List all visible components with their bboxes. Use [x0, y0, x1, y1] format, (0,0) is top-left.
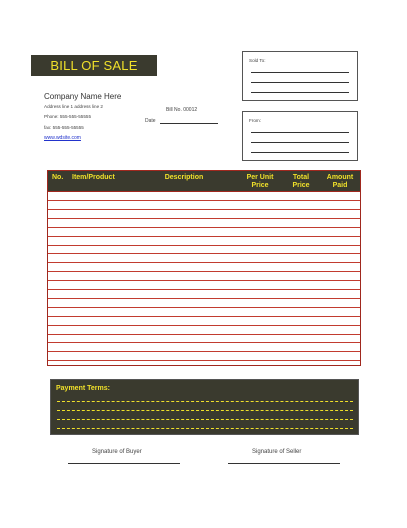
column-header-no: No. [52, 174, 64, 181]
payment-terms-line[interactable] [57, 410, 353, 411]
table-row[interactable] [48, 236, 360, 237]
table-row[interactable] [48, 342, 360, 343]
payment-terms-line[interactable] [57, 428, 353, 429]
sold-to-box [242, 51, 358, 101]
column-header-description: Description [164, 174, 204, 181]
company-name: Company Name Here [44, 92, 122, 101]
column-header-amount-paid: Amount Paid [326, 174, 354, 189]
table-row[interactable] [48, 334, 360, 335]
table-row[interactable] [48, 316, 360, 317]
items-table [47, 170, 361, 366]
company-address: Address line 1 address line 2 [44, 104, 103, 109]
buyer-signature-label: Signature of Buyer [92, 449, 142, 455]
company-fax: fax: 555-555-55555 [44, 125, 84, 130]
table-row[interactable] [48, 360, 360, 361]
company-website-link[interactable]: www.wdsite.com [44, 135, 81, 141]
items-table-header [48, 171, 360, 192]
table-row[interactable] [48, 298, 360, 299]
document-title: BILL OF SALE [31, 55, 157, 76]
seller-signature-line[interactable] [228, 463, 340, 464]
table-row[interactable] [48, 280, 360, 281]
table-row[interactable] [48, 227, 360, 228]
payment-terms-box [50, 379, 359, 435]
table-row[interactable] [48, 271, 360, 272]
table-row[interactable] [48, 325, 360, 326]
table-row[interactable] [48, 209, 360, 210]
buyer-signature-line[interactable] [68, 463, 180, 464]
sold-to-line[interactable] [251, 92, 349, 93]
column-header-unit-price: Per Unit Price [246, 174, 274, 189]
table-row[interactable] [48, 289, 360, 290]
sold-to-line[interactable] [251, 72, 349, 73]
payment-terms-line[interactable] [57, 419, 353, 420]
from-line[interactable] [251, 152, 349, 153]
from-box [242, 111, 358, 161]
date-label: Date [145, 118, 156, 124]
table-row[interactable] [48, 200, 360, 201]
company-phone: Phone: 555-555-55555 [44, 114, 91, 119]
payment-terms-label: Payment Terms: [56, 385, 110, 392]
table-row[interactable] [48, 245, 360, 246]
column-header-total-price: Total Price [292, 174, 310, 189]
table-row[interactable] [48, 218, 360, 219]
sold-to-label: Sold To: [249, 58, 266, 63]
seller-signature-label: Signature of Seller [252, 449, 302, 455]
sold-to-line[interactable] [251, 82, 349, 83]
table-row[interactable] [48, 262, 360, 263]
bill-number: Bill No. 00012 [166, 107, 198, 113]
column-header-item: Item/Product [72, 174, 115, 181]
payment-terms-line[interactable] [57, 401, 353, 402]
table-row[interactable] [48, 307, 360, 308]
table-row[interactable] [48, 253, 360, 254]
date-field-line[interactable] [160, 123, 218, 124]
from-line[interactable] [251, 132, 349, 133]
table-row[interactable] [48, 351, 360, 352]
from-line[interactable] [251, 142, 349, 143]
from-label: From: [249, 118, 261, 123]
